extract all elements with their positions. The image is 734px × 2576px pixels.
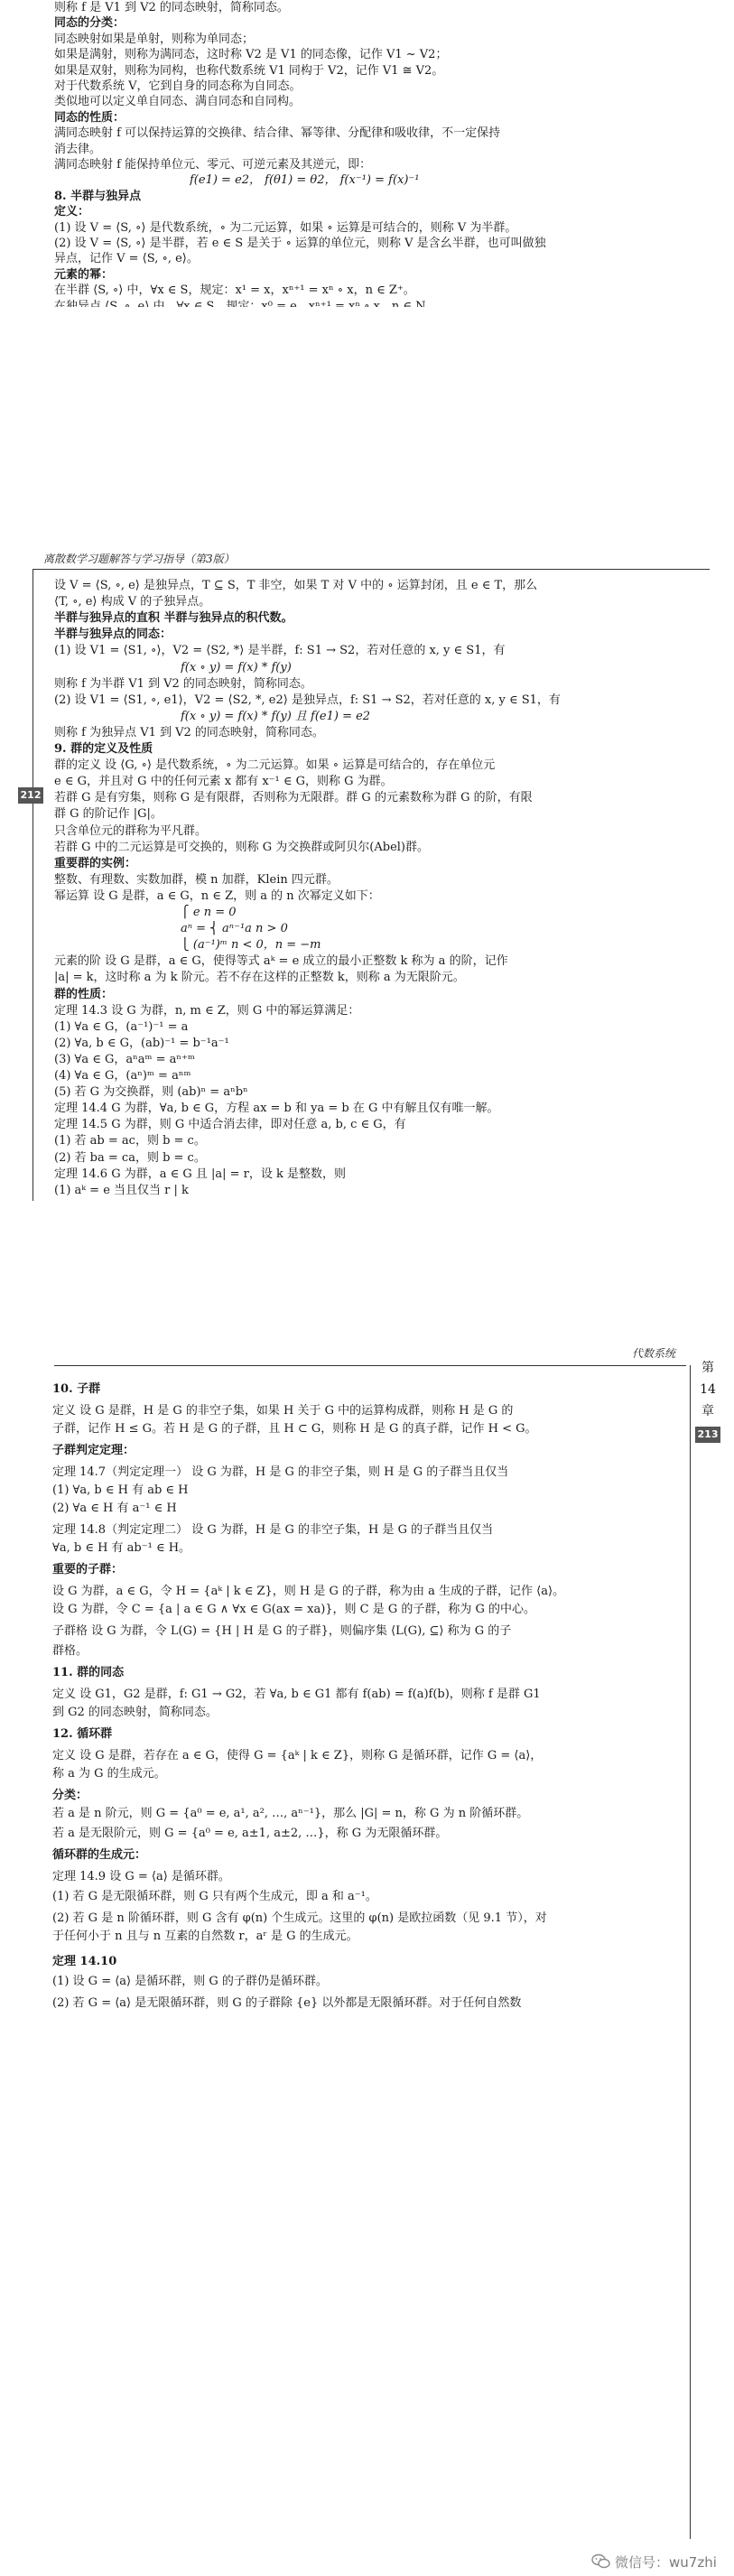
text-line: 定义 设 G 是群，若存在 a ∈ G，使得 G = {aᵏ | k ∈ Z}，则称 G 是循环群，记作 G = ⟨a⟩， (52, 1749, 543, 1762)
text-line: 同态映射如果是单射，则称为单同态； (54, 33, 255, 46)
formula-line: ⎩ (a⁻¹)ᵐ n < 0，n = −m (181, 938, 321, 952)
formula-line: f(x ∘ y) = f(x) * f(y) (181, 661, 292, 674)
running-header: 离散数学习题解答与学习指导（第3版） (43, 553, 235, 565)
text-line: 消去律。 (54, 143, 102, 156)
text-line: 如果是满射，则称为满同态，这时称 V2 是 V1 的同态像，记作 V1 ~ V2； (54, 48, 448, 61)
text-line: 子群，记作 H ≤ G。若 H 是 G 的子群，且 H ⊂ G，则称 H 是 G 的真子群，记作 H < G。 (52, 1422, 537, 1436)
text-line: (2) 若 G = ⟨a⟩ 是无限循环群，则 G 的子群除 {e} 以外都是无限循环群。对于任何自然数 (52, 1996, 522, 2010)
text-line: (2) 若 G 是 n 阶循环群，则 G 含有 φ(n) 个生成元。这里的 φ(n) 是欧拉函数（见 9.1 节），对 (52, 1911, 547, 1925)
header-rule (33, 569, 710, 570)
text-line: ⟨T, ∘, e⟩ 构成 V 的子独异点。 (54, 595, 211, 609)
formula-line: ⎧ e n = 0 (181, 906, 237, 919)
text-line: (4) ∀a ∈ G，(aⁿ)ᵐ = aⁿᵐ (54, 1069, 191, 1083)
section-heading: 重要的子群： (52, 1563, 124, 1576)
text-line: 定理 14.9 设 G = ⟨a⟩ 是循环群。 (52, 1870, 230, 1883)
text-line: 类似地可以定义单自同态、满自同态和自同构。 (54, 95, 302, 108)
section-heading: 元素的幂： (54, 268, 114, 282)
text-line: 则称 f 为独异点 V1 到 V2 的同态映射，简称同态。 (54, 726, 324, 739)
text-line: 设 G 为群，a ∈ G，令 H = {aᵏ | k ∈ Z}，则 H 是 G 的子群，称为由 a 生成的子群，记作 ⟨a⟩。 (52, 1585, 565, 1598)
text-line: 整数、有理数、实数加群，模 n 加群，Klein 四元群。 (54, 873, 339, 887)
text-line: 群的定义 设 ⟨G, ∘⟩ 是代数系统，∘ 为二元运算。如果 ∘ 运算是可结合的，存在单位元 (54, 758, 496, 772)
watermark-text: 微信号：wu7zhi (615, 2554, 717, 2571)
section-heading: 循环群的生成元： (52, 1848, 147, 1862)
text-line: 异点，记作 V = ⟨S, ∘, e⟩。 (54, 252, 199, 265)
section-heading: 同态的分类： (54, 16, 125, 30)
section-heading: 定义： (54, 205, 90, 219)
text-line: (2) ∀a ∈ H 有 a⁻¹ ∈ H (52, 1502, 177, 1515)
text-line: 幂运算 设 G 是群，a ∈ G，n ∈ Z，则 a 的 n 次幂定义如下： (54, 889, 380, 903)
text-line: 满同态映射 f 可以保持运算的交换律、结合律、幂等律、分配律和吸收律，不一定保持 (54, 126, 501, 140)
text-line: 若群 G 中的二元运算是可交换的，则称 G 为交换群或阿贝尔(Abel)群。 (54, 841, 430, 854)
text-line: ∀a, b ∈ H 有 ab⁻¹ ∈ H。 (52, 1541, 191, 1555)
text-line: 定义 设 G1，G2 是群，f: G1 → G2，若 ∀a, b ∈ G1 都有 f(ab) = f(a)f(b)，则称 f 是群 G1 (52, 1688, 541, 1701)
section-heading: 重要群的实例： (54, 857, 137, 870)
text-line: 定理 14.3 设 G 为群，n, m ∈ Z，则 G 中的幂运算满足： (54, 1004, 360, 1018)
text-line: 定理 14.7（判定定理一） 设 G 为群，H 是 G 的非空子集，则 H 是 G 的子群当且仅当 (52, 1465, 509, 1479)
section-heading: 11. 群的同态 (52, 1666, 125, 1679)
text-line: 称 a 为 G 的生成元。 (52, 1767, 166, 1781)
page-2 (0, 551, 734, 1201)
section-heading: 同态的性质： (54, 111, 125, 125)
text-line: (2) 若 ba = ca，则 b = c。 (54, 1151, 206, 1165)
text-line: 群格。 (52, 1644, 88, 1658)
text-line: (1) 若 G 是无限循环群，则 G 只有两个生成元，即 a 和 a⁻¹。 (52, 1890, 377, 1903)
text-line: (1) 设 V1 = ⟨S1, ∘⟩，V2 = ⟨S2, *⟩ 是半群，f: S1 → S2，若对任意的 x, y ∈ S1，有 (54, 644, 506, 657)
page-1 (0, 0, 734, 298)
text-line: 若 a 是 n 阶元，则 G = {a⁰ = e, a¹, a², …, aⁿ⁻¹}，那么 |G| = n，称 G 为 n 阶循环群。 (52, 1807, 529, 1820)
text-line: |a| = k，这时称 a 为 k 阶元。若不存在这样的正整数 k，则称 a 为无限阶元。 (54, 971, 465, 984)
text-line: 设 G 为群，令 C = {a | a ∈ G ∧ ∀x ∈ G(ax = xa)}，则 C 是 G 的子群，称为 G 的中心。 (52, 1603, 536, 1616)
section-heading: 群的性质： (54, 988, 114, 1001)
text-line: 于任何小于 n 且与 n 互素的自然数 r，aʳ 是 G 的生成元。 (52, 1930, 358, 1943)
formula-line: aⁿ = ⎨ aⁿ⁻¹a n > 0 (181, 922, 288, 935)
text-line: 对于代数系统 V，它到自身的同态称为自同态。 (54, 79, 302, 93)
chapter-tab-char: 章 (701, 1404, 714, 1418)
running-header: 代数系统 (632, 1347, 676, 1360)
formula-line: f(x ∘ y) = f(x) * f(y) 且 f(e1) = e2 (181, 710, 371, 723)
chapter-tab (693, 1358, 722, 1457)
text-line: 满同态映射 f 能保持单位元、零元、可逆元素及其逆元，即： (54, 158, 372, 172)
section-heading: 12. 循环群 (52, 1727, 113, 1741)
text-line: (5) 若 G 为交换群，则 (ab)ⁿ = aⁿbⁿ (54, 1085, 248, 1099)
text-line: (1) 设 G = ⟨a⟩ 是循环群，则 G 的子群仍是循环群。 (52, 1975, 328, 1988)
page-gap-2 (0, 1201, 734, 1345)
text-line: (2) 设 V = ⟨S, ∘⟩ 是半群，若 e ∈ S 是关于 ∘ 运算的单位元，则称 V 是含幺半群，也可叫做独 (54, 237, 546, 250)
text-line: (2) 设 V1 = ⟨S1, ∘, e1⟩，V2 = ⟨S2, *, e2⟩ 是独异点，f: S1 → S2，若对任意的 x, y ∈ S1，有 (54, 693, 561, 707)
text-line: 到 G2 的同态映射，简称同态。 (52, 1706, 218, 1719)
text-line: 则称 f 为半群 V1 到 V2 的同态映射，简称同态。 (54, 677, 312, 691)
text-line: e ∈ G，并且对 G 中的任何元素 x 都有 x⁻¹ ∈ G，则称 G 为群。 (54, 775, 393, 788)
text-line: 若 a 是无限阶元，则 G = {a⁰ = e, a±1, a±2, …}，称 G 为无限循环群。 (52, 1827, 448, 1840)
text-line: 在半群 ⟨S, ∘⟩ 中，∀x ∈ S，规定：x¹ = x，xⁿ⁺¹ = xⁿ ∘ x，n ∈ Z⁺。 (54, 284, 415, 297)
chapter-tab-number: 14 (700, 1382, 716, 1397)
text-line: 则称 f 是 V1 到 V2 的同态映射，简称同态。 (54, 1, 289, 14)
text-line: (1) 若 ab = ac，则 b = c。 (54, 1134, 206, 1148)
text-line: (3) ∀a ∈ G，aⁿaᵐ = aⁿ⁺ᵐ (54, 1053, 195, 1066)
text-line: 定理 14.6 G 为群，a ∈ G 且 |a| = r，设 k 是整数，则 (54, 1167, 347, 1181)
section-heading: 半群与独异点的直积 半群与独异点的积代数。 (54, 611, 293, 625)
formula-line: f(e1) = e2， f(θ1) = θ2， f(x⁻¹) = f(x)⁻¹ (190, 173, 420, 187)
text-line: 定理 14.5 G 为群，则 G 中适合消去律，即对任意 a, b, c ∈ G，有 (54, 1118, 406, 1131)
page-number-tab: 212 (18, 787, 43, 804)
text-line: 定理 14.8（判定定理二） 设 G 为群，H 是 G 的非空子集，H 是 G 的子群当且仅当 (52, 1523, 494, 1537)
text-line: (1) ∀a, b ∈ H 有 ab ∈ H (52, 1483, 189, 1497)
wechat-icon (591, 2553, 611, 2570)
margin-rule (690, 1365, 691, 2539)
text-line: 元素的阶 设 G 是群，a ∈ G，使得等式 aᵏ = e 成立的最小正整数 k 称为 a 的阶，记作 (54, 954, 508, 968)
section-heading: 定理 14.10 (52, 1955, 117, 1968)
page-number-tab: 213 (695, 1427, 720, 1443)
text-line: 若群 G 是有穷集，则称 G 是有限群，否则称为无限群。群 G 的元素数称为群 G 的阶，有限 (54, 791, 533, 804)
text-line: (1) 设 V = ⟨S, ∘⟩ 是代数系统，∘ 为二元运算，如果 ∘ 运算是可结合的，则称 V 为半群。 (54, 221, 517, 235)
page-gap-1 (0, 307, 734, 551)
text-line: 定义 设 G 是群，H 是 G 的非空子集，如果 H 关于 G 中的运算构成群，则称 H 是 G 的 (52, 1404, 514, 1418)
text-line: (2) ∀a, b ∈ G，(ab)⁻¹ = b⁻¹a⁻¹ (54, 1037, 229, 1050)
section-heading: 10. 子群 (52, 1382, 101, 1396)
page-3 (0, 1345, 734, 2576)
text-line: 子群格 设 G 为群，令 L(G) = {H | H 是 G 的子群}，则偏序集 ⟨L(G), ⊆⟩ 称为 G 的子 (52, 1624, 512, 1638)
text-line: 只含单位元的群称为平凡群。 (54, 824, 208, 838)
section-heading: 子群判定定理： (52, 1444, 135, 1457)
section-heading: 半群与独异点的同态： (54, 628, 172, 641)
watermark (591, 2552, 727, 2571)
text-line: 设 V = ⟨S, ∘, e⟩ 是独异点，T ⊆ S，T 非空，如果 T 对 V 中的 ∘ 运算封闭，且 e ∈ T，那么 (54, 579, 538, 592)
section-heading: 分类： (52, 1789, 88, 1802)
header-rule (54, 1365, 686, 1366)
text-line: (1) aᵏ = e 当且仅当 r | k (54, 1184, 189, 1197)
section-heading: 8. 半群与独异点 (54, 190, 142, 203)
text-line: 群 G 的阶记作 |G|。 (54, 807, 163, 821)
text-line: (1) ∀a ∈ G，(a⁻¹)⁻¹ = a (54, 1020, 189, 1034)
section-heading: 9. 群的定义及性质 (54, 742, 153, 756)
chapter-tab-char: 第 (701, 1361, 714, 1375)
text-line: 如果是双射，则称为同构，也称代数系统 V1 同构于 V2，记作 V1 ≅ V2。 (54, 64, 444, 78)
text-line: 定理 14.4 G 为群，∀a, b ∈ G，方程 ax = b 和 ya = b 在 G 中有解且仅有唯一解。 (54, 1102, 499, 1115)
